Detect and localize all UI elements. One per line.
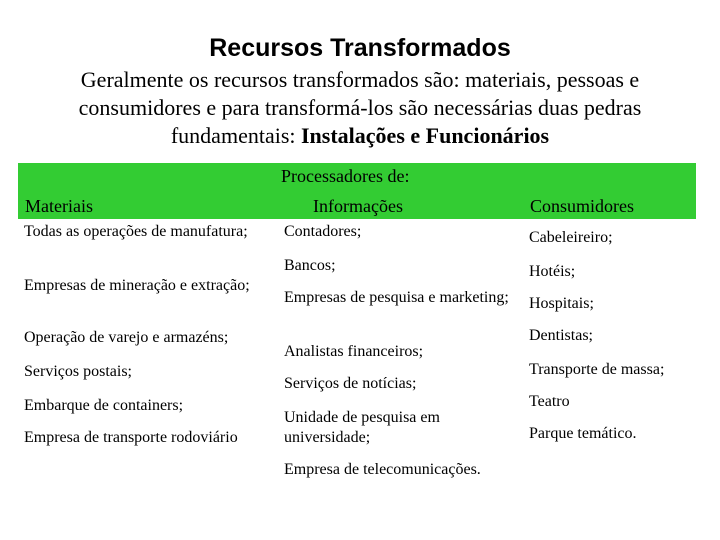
list-item: Embarque de containers; <box>24 397 184 414</box>
list-item: Hospitais; <box>529 295 594 312</box>
intro-paragraph <box>20 66 700 150</box>
list-item: Serviços postais; <box>24 363 132 380</box>
list-item: Contadores; <box>284 223 362 240</box>
list-item: Empresa de transporte rodoviário <box>24 429 238 446</box>
list-item: Operação de varejo e armazéns; <box>24 329 229 346</box>
list-item: Todas as operações de manufatura; <box>24 223 248 240</box>
list-item: Bancos; <box>284 257 336 274</box>
header-materiais: Materiais <box>25 196 93 216</box>
list-item: Hotéis; <box>529 263 576 280</box>
header-informacoes: Informações <box>313 196 403 216</box>
list-item: Teatro <box>529 393 570 410</box>
list-item: Empresa de telecomunicações. <box>284 461 481 478</box>
intro-bold-text: Instalações e Funcionários <box>301 123 550 148</box>
list-item: Empresas de mineração e extração; <box>24 277 250 294</box>
list-item: Cabeleireiro; <box>529 229 613 246</box>
page-title: Recursos Transformados <box>209 34 511 62</box>
header-processadores: Processadores de: <box>281 166 410 186</box>
list-item: Parque temático. <box>529 425 637 442</box>
list-item: Unidade de pesquisa em universidade; <box>284 409 440 446</box>
list-item: Analistas financeiros; <box>284 343 424 360</box>
list-item: Transporte de massa; <box>529 361 665 378</box>
list-item: Dentistas; <box>529 327 593 344</box>
list-item: Empresas de pesquisa e marketing; <box>284 289 509 306</box>
header-consumidores: Consumidores <box>530 196 635 216</box>
intro-text: Geralmente os recursos transformados são: materiais, pessoas e consumidores e para transformá-los são necessárias duas pedras fundamentais: <box>78 67 642 148</box>
list-item: Serviços de notícias; <box>284 375 417 392</box>
